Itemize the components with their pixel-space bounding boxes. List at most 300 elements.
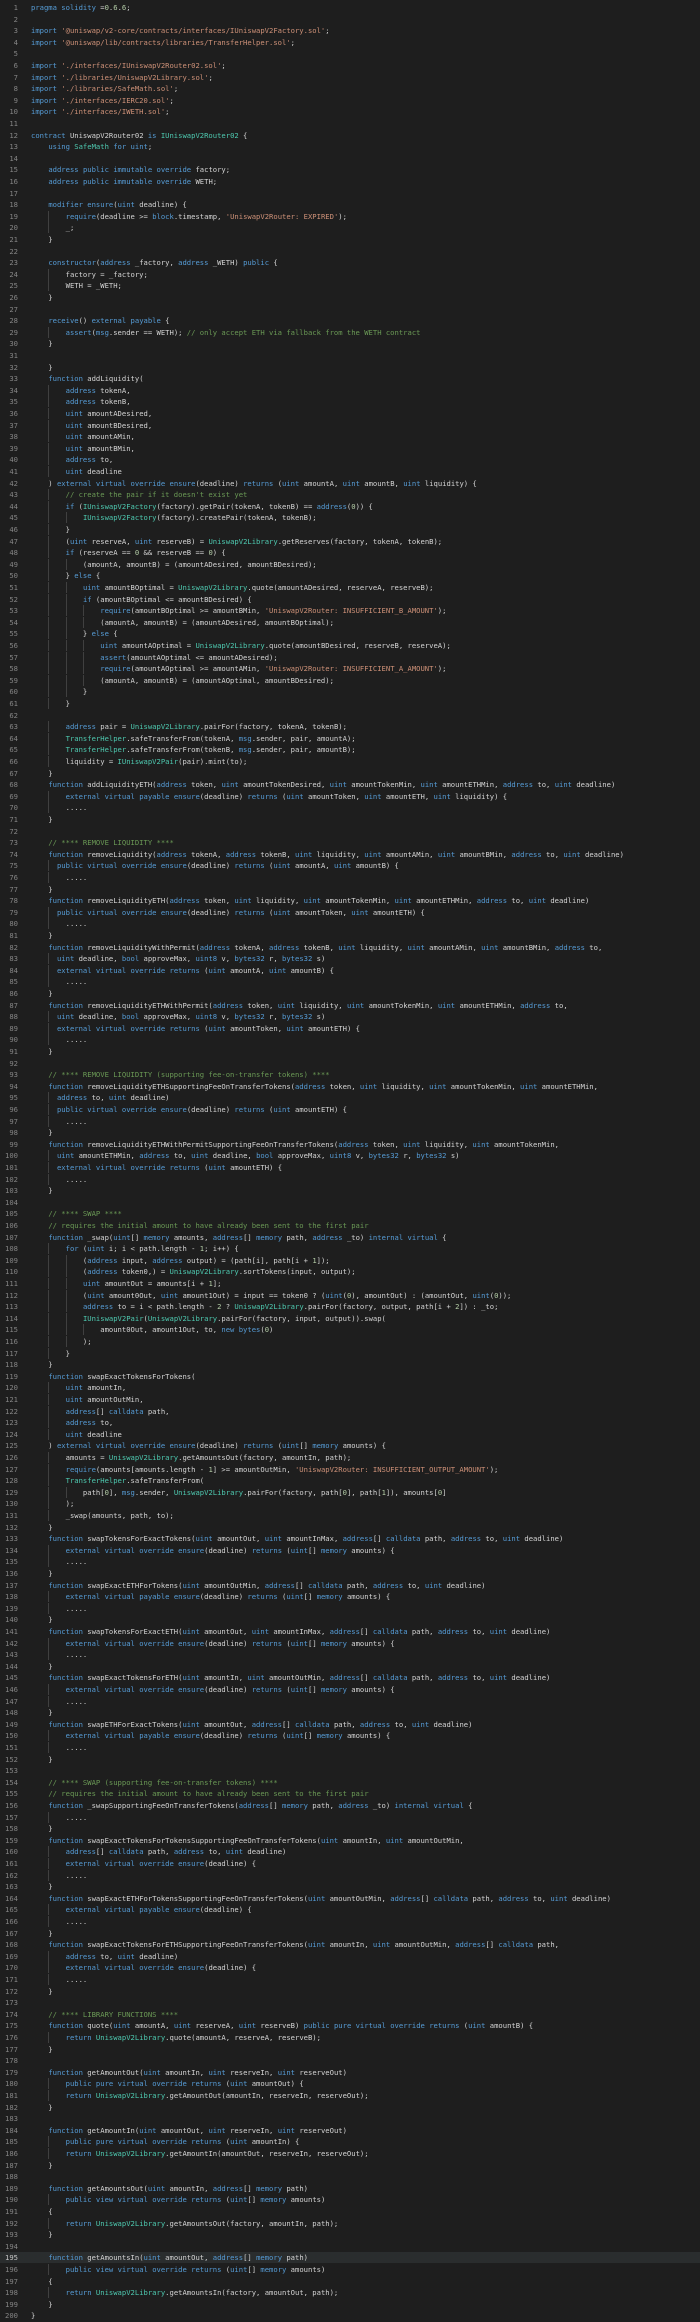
line-text: liquidity = IUniswapV2Pair(pair).mint(to); [31,757,248,766]
code-line[interactable] [0,675,700,686]
code-line[interactable] [0,1870,700,1881]
line-text: external virtual override ensure(deadline) returns (uint[] memory amounts) { [65,1685,395,1694]
code-line[interactable] [0,1058,700,1069]
line-text: } [31,1522,53,1532]
code-line[interactable] [0,454,700,465]
line-text: } [31,2044,53,2054]
code-line[interactable] [0,791,700,802]
code-line[interactable] [0,1707,700,1718]
code-line[interactable] [0,501,700,512]
code-line[interactable] [0,338,700,349]
line-text: address to = i < path.length - 2 ? UniswapV2Library.pairFor(factory, output, path[i + 2]) : _to; [82,1302,499,1312]
code-line[interactable] [0,420,700,431]
line-number: 132 [5,1522,18,1532]
code-line[interactable] [0,617,700,628]
code-line[interactable] [0,953,700,964]
line-number: 79 [9,907,18,917]
code-line[interactable] [0,1614,700,1625]
code-line[interactable] [0,1823,700,1834]
code-line[interactable] [0,907,700,918]
code-line[interactable] [0,721,700,732]
code-line[interactable] [0,512,700,523]
code-line[interactable] [0,1232,700,1243]
code-line[interactable] [0,1522,700,1533]
code-line[interactable] [0,489,700,500]
code-line[interactable] [0,222,700,233]
line-number: 153 [5,1766,18,1776]
code-line[interactable] [0,1881,700,1892]
code-line[interactable] [0,814,700,825]
code-line[interactable] [0,1197,700,1208]
line-number: 161 [5,1859,18,1868]
code-line[interactable] [0,1916,700,1927]
code-line[interactable] [0,2,700,13]
code-line[interactable] [0,976,700,987]
code-line[interactable] [0,257,700,268]
code-line[interactable] [0,2264,700,2275]
line-text: (uint amount0Out, uint amount1Out) = input == token0 ? (uint(0), amountOut) : (amountOut, uint(0)); [31,1290,512,1300]
code-line[interactable] [0,1011,700,1022]
code-line[interactable] [0,1649,700,1660]
code-line[interactable] [0,1452,700,1463]
code-line[interactable] [0,1348,700,1359]
code-line[interactable] [0,1406,700,1417]
code-line[interactable] [0,1034,700,1045]
code-line[interactable] [0,1290,700,1301]
line-number: 99 [9,1139,18,1149]
code-line[interactable] [0,1939,700,1950]
code-line[interactable] [0,2020,700,2031]
code-line[interactable] [0,83,700,94]
line-text: return UniswapV2Library.getAmountsIn(factory, amountOut, path); [65,2288,339,2298]
code-line[interactable] [0,1754,700,1765]
line-text: address[] calldata path, [65,1406,170,1416]
code-line[interactable] [0,1533,700,1544]
code-line[interactable] [0,1626,700,1637]
line-text: WETH = _WETH; [31,281,122,291]
code-line[interactable] [0,1139,700,1150]
code-line[interactable] [0,1510,700,1521]
line-number: 100 [5,1151,18,1161]
code-line[interactable] [0,1788,700,1799]
line-text: uint deadline [65,467,122,476]
line-number: 12 [9,130,18,140]
code-line[interactable] [0,895,700,906]
code-line[interactable] [0,1382,700,1393]
code-line[interactable] [0,1371,700,1382]
line-number: 23 [9,258,18,268]
line-number: 150 [5,1731,18,1741]
code-line[interactable] [0,1928,700,1939]
code-line[interactable] [0,733,700,744]
code-line[interactable] [0,1812,700,1823]
code-line[interactable] [0,1556,700,1567]
line-number: 57 [9,652,18,662]
code-line[interactable] [0,1487,700,1498]
code-line[interactable] [0,1104,700,1115]
line-number: 84 [9,965,18,975]
code-line[interactable] [0,2241,700,2252]
code-line[interactable] [0,524,700,535]
code-line[interactable] [0,663,700,674]
code-line[interactable] [0,2090,700,2101]
code-line[interactable] [0,1893,700,1904]
code-line[interactable] [0,1765,700,1776]
code-line[interactable] [0,849,700,860]
code-line[interactable] [0,211,700,222]
line-number: 108 [5,1244,18,1254]
code-line[interactable] [0,1336,700,1347]
line-text: } [31,768,53,778]
line-text: function removeLiquidityETHWithPermit(address token, uint liquidity, uint amountTokenMin, uint amountETHMin, address to, [48,1000,568,1010]
code-line[interactable] [0,362,700,373]
line-text: ..... [31,977,88,987]
line-text: ..... [31,1812,88,1822]
code-line[interactable] [0,350,700,361]
code-line[interactable] [0,860,700,871]
code-line[interactable] [0,2183,700,2194]
code-line[interactable] [0,2252,700,2263]
code-line[interactable] [0,1638,700,1649]
code-line[interactable] [0,1997,700,2008]
line-text: external virtual override ensure(deadline) { [65,1963,257,1973]
line-text: function swapExactTokensForETH(uint amountIn, uint amountOutMin, address[] calldata path, address to, uint deadline) [48,1673,551,1683]
line-text: require(amounts[amounts.length - 1] >= amountOutMin, 'UniswapV2Router: INSUFFICIENT_OUTPUT_AMOUNT'); [65,1464,499,1474]
code-line[interactable] [0,1777,700,1788]
code-line[interactable] [0,2171,700,2182]
code-line[interactable] [0,25,700,36]
code-line[interactable] [0,269,700,280]
line-number: 63 [9,722,18,732]
code-line[interactable] [0,1661,700,1672]
code-line[interactable] [0,327,700,338]
line-number: 125 [5,1441,18,1451]
line-number: 127 [5,1464,18,1474]
code-line[interactable] [0,2136,700,2147]
code-line[interactable] [0,1220,700,1231]
code-line[interactable] [0,130,700,141]
code-line[interactable] [0,1858,700,1869]
line-text: import './libraries/SafeMath.sol'; [31,84,179,94]
line-text: uint amountBDesired, [65,420,153,430]
code-line[interactable] [0,1255,700,1266]
code-line[interactable] [0,164,700,175]
code-line[interactable] [0,1313,700,1324]
code-line[interactable] [0,1417,700,1428]
code-line[interactable] [0,988,700,999]
line-number: 199 [5,2299,18,2309]
line-text: address to, uint deadline) [56,1093,170,1103]
code-line[interactable] [0,1568,700,1579]
line-text: public virtual override ensure(deadline) returns (uint amountA, uint amountB) { [56,861,399,871]
code-line[interactable] [0,1243,700,1254]
code-line[interactable] [0,199,700,210]
line-number: 69 [9,791,18,801]
code-line[interactable] [0,1440,700,1451]
code-line[interactable] [0,1545,700,1556]
line-number: 62 [9,710,18,720]
code-line[interactable] [0,1498,700,1509]
code-line[interactable] [0,1394,700,1405]
code-line[interactable] [0,1278,700,1289]
code-line[interactable] [0,14,700,25]
code-line[interactable] [0,1208,700,1219]
line-text: // **** SWAP **** [48,1209,122,1219]
code-line[interactable] [0,1359,700,1370]
code-line[interactable] [0,756,700,767]
code-line[interactable] [0,640,700,651]
code-line[interactable] [0,1023,700,1034]
line-number: 88 [9,1012,18,1022]
line-text: } [31,1186,53,1196]
line-text: address public immutable override factory; [48,165,231,175]
line-text: } [31,1708,53,1718]
code-line[interactable] [0,1266,700,1277]
line-number: 80 [9,919,18,929]
code-line[interactable] [0,1046,700,1057]
code-line[interactable] [0,2218,700,2229]
code-line[interactable] [0,582,700,593]
code-line[interactable] [0,118,700,129]
line-text: } [31,293,53,302]
code-line[interactable] [0,1185,700,1196]
code-line[interactable] [0,280,700,291]
line-text: { [31,2207,53,2216]
code-line[interactable] [0,60,700,71]
code-line[interactable] [0,2067,700,2078]
code-line[interactable] [0,1092,700,1103]
line-number: 118 [5,1360,18,1370]
code-line[interactable] [0,315,700,326]
line-text: uint amountBMin, [65,443,135,453]
line-text: } [31,1986,53,1996]
code-line[interactable] [0,304,700,315]
code-line[interactable] [0,1974,700,1985]
code-line[interactable] [0,1150,700,1161]
line-text: uint amountETHMin, address to, uint deadline, bool approveMax, uint8 v, bytes32 r, bytes32 s) [56,1151,460,1161]
code-line[interactable] [0,246,700,257]
code-line[interactable] [0,826,700,837]
code-line[interactable] [0,2102,700,2113]
line-number: 49 [9,559,18,569]
code-line[interactable] [0,1951,700,1962]
code-line[interactable] [0,605,700,616]
code-line[interactable] [0,1835,700,1846]
code-line[interactable] [0,2229,700,2240]
code-line[interactable] [0,466,700,477]
line-number: 152 [5,1754,18,1764]
code-line[interactable] [0,443,700,454]
code-line[interactable] [0,1962,700,1973]
code-line[interactable] [0,965,700,976]
code-line[interactable] [0,547,700,558]
line-number: 147 [5,1696,18,1706]
code-line[interactable] [0,1730,700,1741]
line-number: 193 [5,2230,18,2240]
code-line[interactable] [0,779,700,790]
code-line[interactable] [0,2148,700,2159]
line-text: path[0], msg.sender, UniswapV2Library.pairFor(factory, path[0], path[1]), amounts[0] [31,1487,447,1497]
code-line[interactable] [0,837,700,848]
code-line[interactable] [0,1127,700,1138]
line-text: // requires the initial amount to have already been sent to the first pair [48,1789,369,1799]
line-number: 110 [5,1267,18,1277]
code-line[interactable] [0,2125,700,2136]
code-line[interactable] [0,176,700,187]
line-number: 104 [5,1197,18,1207]
code-line[interactable] [0,1580,700,1591]
code-line[interactable] [0,37,700,48]
code-line[interactable] [0,2055,700,2066]
code-line[interactable] [0,1904,700,1915]
code-line[interactable] [0,141,700,152]
line-number: 16 [9,177,18,186]
code-line[interactable] [0,188,700,199]
code-line[interactable] [0,95,700,106]
code-line[interactable] [0,478,700,489]
code-line[interactable] [0,698,700,709]
code-line[interactable] [0,48,700,59]
code-line[interactable] [0,1081,700,1092]
line-text: (uint reserveA, uint reserveB) = UniswapV2Library.getReserves(factory, tokenA, tokenB); [31,536,443,546]
code-line[interactable] [0,918,700,929]
code-line[interactable] [0,559,700,570]
code-line[interactable] [0,2310,700,2321]
code-line[interactable] [0,153,700,164]
line-text: function getAmountsOut(uint amountIn, address[] memory path) [48,2183,308,2193]
code-line[interactable] [0,1174,700,1185]
code-line[interactable] [0,652,700,663]
code-line[interactable] [0,1429,700,1440]
line-text: TransferHelper.safeTransferFrom(tokenB, msg.sender, pair, amountB); [65,745,356,755]
code-line[interactable] [0,396,700,407]
line-number: 102 [5,1174,18,1184]
code-line[interactable] [0,628,700,639]
line-text: ..... [31,803,88,813]
code-line[interactable] [0,1591,700,1602]
code-line[interactable] [0,802,700,813]
code-line[interactable] [0,536,700,547]
line-text: } [31,1360,53,1370]
code-line[interactable] [0,2160,700,2171]
line-number: 129 [5,1487,18,1497]
code-line[interactable] [0,1000,700,1011]
line-text: public virtual override ensure(deadline) returns (uint amountToken, uint amountETH) { [56,907,425,917]
line-text: } [31,525,70,534]
line-text: } [31,2102,53,2112]
code-line[interactable] [0,1475,700,1486]
line-text: external virtual override returns (uint amountToken, uint amountETH) { [56,1023,360,1033]
line-text: (amountA, amountB) = (amountAOptimal, amountBDesired); [31,675,334,685]
line-number: 191 [5,2207,18,2216]
line-number: 55 [9,629,18,639]
line-number: 38 [9,432,18,442]
line-number: 122 [5,1406,18,1416]
code-line[interactable] [0,1162,700,1173]
line-text: public pure virtual override returns (uint amountOut) { [65,2079,304,2089]
line-text: // requires the initial amount to have already been sent to the first pair [48,1221,369,1230]
line-number: 61 [9,699,18,708]
code-line[interactable] [0,385,700,396]
code-line[interactable] [0,2194,700,2205]
code-line[interactable] [0,2276,700,2287]
code-line[interactable] [0,408,700,419]
line-number: 93 [9,1070,18,1080]
code-line[interactable] [0,2287,700,2298]
code-line[interactable] [0,234,700,245]
code-line[interactable] [0,2206,700,2217]
code-line[interactable] [0,1742,700,1753]
code-line[interactable] [0,2113,700,2124]
line-number: 121 [5,1395,18,1404]
line-text: import './interfaces/IWETH.sol'; [31,107,170,117]
code-line[interactable] [0,2032,700,2043]
line-text: address tokenA, [65,385,131,395]
line-number: 142 [5,1638,18,1648]
line-text: function swapExactETHForTokens(uint amountOutMin, address[] calldata path, address to, uint deadline) [48,1580,486,1590]
code-line[interactable] [0,1684,700,1695]
code-line[interactable] [0,686,700,697]
code-line[interactable] [0,373,700,384]
code-line[interactable] [0,1301,700,1312]
code-line[interactable] [0,1324,700,1335]
code-line[interactable] [0,710,700,721]
code-line[interactable] [0,594,700,605]
line-text: ..... [31,1696,88,1706]
line-text: external virtual override ensure(deadline) returns (uint[] memory amounts) { [65,1545,395,1555]
code-line[interactable] [0,292,700,303]
line-number: 151 [5,1743,18,1752]
code-line[interactable] [0,2044,700,2055]
code-line[interactable] [0,2299,700,2310]
line-number: 154 [5,1777,18,1787]
code-line[interactable] [0,768,700,779]
code-line[interactable] [0,570,700,581]
code-line[interactable] [0,1696,700,1707]
code-line[interactable] [0,744,700,755]
code-line[interactable] [0,1069,700,1080]
code-line[interactable] [0,1603,700,1614]
code-line[interactable] [0,930,700,941]
line-number: 19 [9,211,18,221]
code-line[interactable] [0,1672,700,1683]
code-line[interactable] [0,431,700,442]
line-number: 90 [9,1035,18,1045]
code-line[interactable] [0,106,700,117]
line-text: factory = _factory; [31,269,148,279]
line-number: 107 [5,1232,18,1242]
line-number: 53 [9,606,18,616]
code-line[interactable] [0,872,700,883]
line-text: public pure virtual override returns (uint amountIn) { [65,2137,300,2147]
line-number: 9 [13,95,18,105]
code-line[interactable] [0,1116,700,1127]
line-number: 60 [9,687,18,697]
code-line[interactable] [0,2009,700,2020]
line-number: 166 [5,1917,18,1926]
code-line[interactable] [0,884,700,895]
code-line[interactable] [0,1986,700,1997]
code-line[interactable] [0,1800,700,1811]
code-line[interactable] [0,1719,700,1730]
code-line[interactable] [0,2078,700,2089]
code-line[interactable] [0,72,700,83]
line-number: 92 [9,1058,18,1068]
code-line[interactable] [0,1464,700,1475]
code-line[interactable] [0,1846,700,1857]
code-line[interactable] [0,942,700,953]
line-number: 36 [9,409,18,418]
